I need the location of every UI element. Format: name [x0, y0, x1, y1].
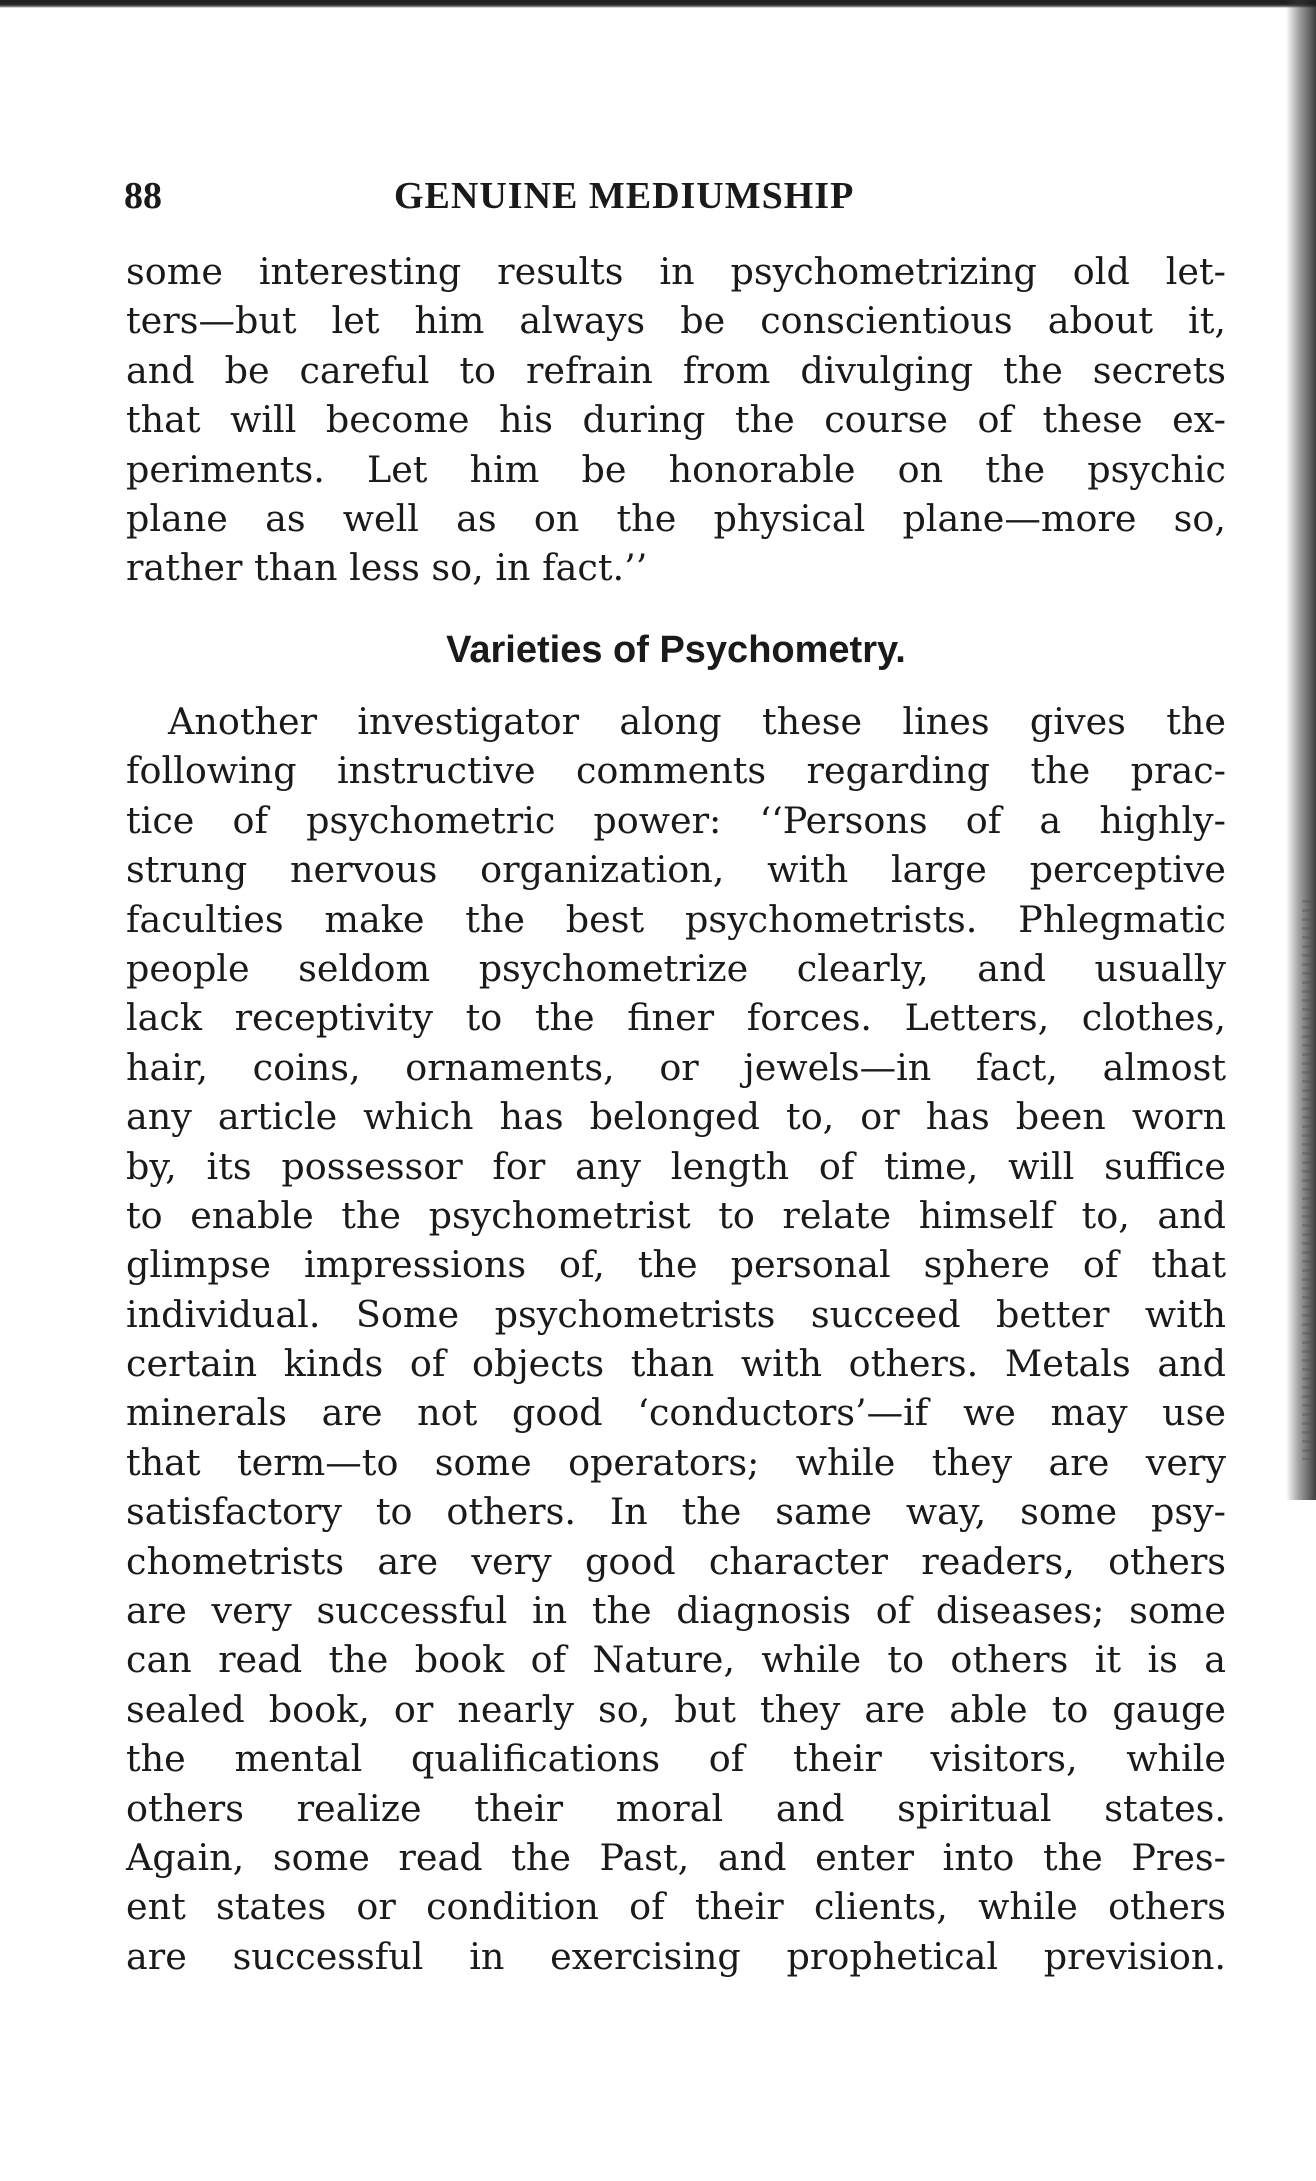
text-line: are very successful in the diagnosis of diseases; some [126, 1589, 1226, 1633]
text-line: glimpse impressions of, the personal sphere of that [126, 1243, 1226, 1287]
text-line: sealed book, or nearly so, but they are able to gauge [126, 1687, 1226, 1731]
text-line: satisfactory to others. In the same way, some psy- [126, 1490, 1226, 1534]
text-line: tice of psychometric power: ‘‘Persons of a highly- [126, 798, 1226, 842]
paragraph-continued [126, 247, 1226, 593]
text-line: to enable the psychometrist to relate himself to, and [126, 1193, 1226, 1237]
text-line: lack receptivity to the finer forces. Letters, clothes, [126, 996, 1226, 1040]
text-line: some interesting results in psychometrizing old let- [126, 250, 1226, 293]
text-line: can read the book of Nature, while to others it is a [126, 1638, 1226, 1682]
text-line: rather than less so, in fact.’’ [126, 546, 648, 590]
paragraph-varieties [126, 697, 1226, 1981]
text-line: by, its possessor for any length of time, will suffice [126, 1144, 1226, 1188]
text-line: periments. Let him be honorable on the psychic [126, 447, 1226, 491]
text-line: minerals are not good ‘conductors’—if we may use [126, 1391, 1226, 1435]
text-line: that term—to some operators; while they are very [126, 1440, 1226, 1484]
running-title: GENUINE MEDIUMSHIP [394, 175, 855, 217]
text-line: following instructive comments regarding the prac- [126, 749, 1226, 793]
page-edge-texture [1302, 900, 1312, 1460]
text-line: are successful in exercising prophetical prevision. [126, 1934, 1226, 1978]
text-line: the mental qualifications of their visitors, while [126, 1737, 1226, 1781]
text-line: Another investigator along these lines gives the [168, 700, 1226, 743]
page-number: 88 [124, 175, 162, 217]
text-line: plane as well as on the physical plane—more so, [126, 496, 1226, 540]
page-header [124, 168, 1234, 224]
section-heading: Varieties of Psychometry. [446, 629, 906, 671]
text-line: hair, coins, ornaments, or jewels—in fact, almost [126, 1045, 1226, 1089]
text-line: certain kinds of objects than with others. Metals and [126, 1342, 1226, 1386]
text-line: others realize their moral and spiritual states. [126, 1786, 1226, 1830]
text-line: any article which has belonged to, or has been worn [126, 1095, 1226, 1139]
text-line: faculties make the best psychometrists. Phlegmatic [126, 897, 1226, 941]
text-line: and be careful to refrain from divulging the secrets [126, 348, 1226, 392]
text-line: people seldom psychometrize clearly, and usually [126, 946, 1226, 990]
text-line: ters—but let him always be conscientious about it, [126, 299, 1226, 343]
text-line: strung nervous organization, with large perceptive [126, 848, 1226, 892]
page-top-edge [0, 0, 1316, 8]
text-line: individual. Some psychometrists succeed better with [126, 1292, 1226, 1336]
text-line: that will become his during the course of these ex- [126, 398, 1226, 442]
text-line: Again, some read the Past, and enter into the Pres- [126, 1835, 1226, 1879]
text-line: chometrists are very good character readers, others [126, 1539, 1226, 1583]
text-line: ent states or condition of their clients, while others [126, 1885, 1226, 1929]
